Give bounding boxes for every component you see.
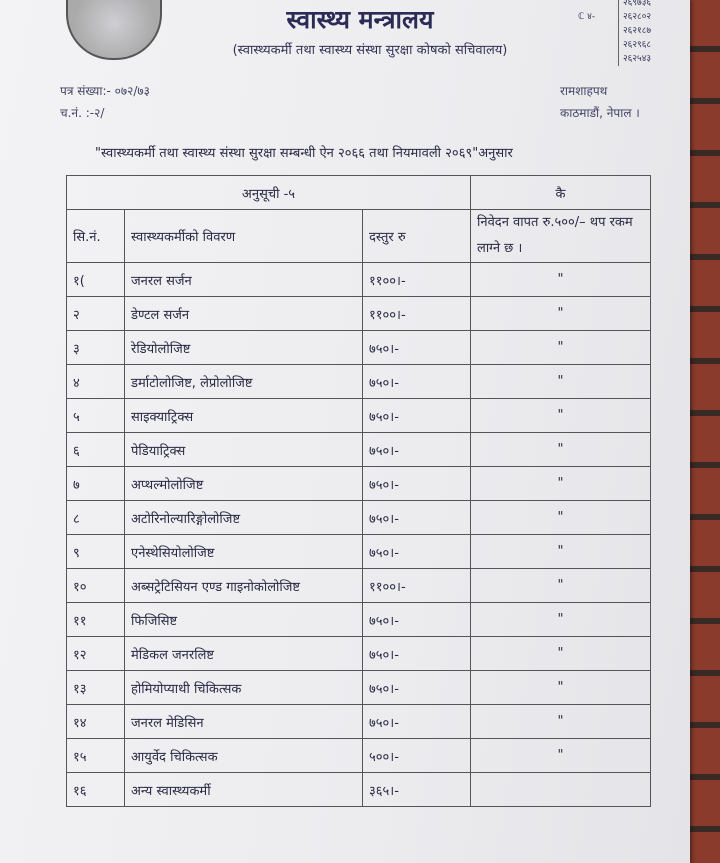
row-note: " — [471, 705, 651, 739]
row-description: साइक्याट्रिक्स — [125, 399, 363, 433]
col-header-description: स्वास्थ्यकर्मीको विवरण — [125, 210, 363, 263]
row-fee: ३६५।- — [363, 773, 471, 807]
row-sn: १५ — [67, 739, 125, 773]
row-sn: १( — [67, 263, 125, 297]
row-description: जनरल मेडिसिन — [125, 705, 363, 739]
row-fee: ७५०।- — [363, 331, 471, 365]
row-note: " — [471, 433, 651, 467]
nepal-emblem-icon — [66, 0, 162, 60]
col-header-note: निवेदन वापत रु.५००/– थप रकम लाग्ने छ । — [471, 210, 651, 263]
row-note: " — [471, 569, 651, 603]
col-header-fee: दस्तुर रु — [363, 210, 471, 263]
row-fee: ७५०।- — [363, 365, 471, 399]
row-note: " — [471, 603, 651, 637]
row-fee: ७५०।- — [363, 433, 471, 467]
row-sn: १० — [67, 569, 125, 603]
phone-list — [618, 0, 651, 66]
fee-schedule-table — [66, 175, 651, 807]
table-header-row-2 — [67, 210, 651, 263]
row-note: " — [471, 535, 651, 569]
row-description: एनेस्थेसियोलोजिष्ट — [125, 535, 363, 569]
note-header: कै — [471, 176, 651, 210]
row-description: अटोरिनोल्यारिङ्गोलोजिष्ट — [125, 501, 363, 535]
row-description: जनरल सर्जन — [125, 263, 363, 297]
table-row — [67, 297, 651, 331]
row-fee: ७५०।- — [363, 501, 471, 535]
row-description: डर्माटोलोजिष्ट, लेप्रोलोजिष्ट — [125, 365, 363, 399]
row-fee: ५००।- — [363, 739, 471, 773]
row-sn: १२ — [67, 637, 125, 671]
row-sn: ३ — [67, 331, 125, 365]
row-fee: ७५०।- — [363, 399, 471, 433]
row-fee: ७५०।- — [363, 637, 471, 671]
address-city: काठमाडौं, नेपाल । — [560, 106, 640, 120]
row-sn: ४ — [67, 365, 125, 399]
row-note: " — [471, 331, 651, 365]
row-description: अप्थल्मोलोजिष्ट — [125, 467, 363, 501]
row-note: " — [471, 399, 651, 433]
reference-block — [60, 80, 150, 124]
table-row — [67, 637, 651, 671]
row-note: " — [471, 263, 651, 297]
row-description: पेडियाट्रिक्स — [125, 433, 363, 467]
row-description: मेडिकल जनरलिष्ट — [125, 637, 363, 671]
phone-number: २६२५४३ — [623, 54, 652, 64]
row-fee: ७५०।- — [363, 671, 471, 705]
row-description: रेडियोलोजिष्ट — [125, 331, 363, 365]
phone-number: २६२९६८ — [623, 40, 652, 50]
row-note: " — [471, 501, 651, 535]
row-sn: १४ — [67, 705, 125, 739]
row-description: आयुर्वेद चिकित्सक — [125, 739, 363, 773]
table-row — [67, 773, 651, 807]
table-row — [67, 331, 651, 365]
row-sn: २ — [67, 297, 125, 331]
phone-number: २६२८०२ — [623, 12, 652, 22]
table-row — [67, 671, 651, 705]
row-fee: ७५०।- — [363, 705, 471, 739]
row-sn: ६ — [67, 433, 125, 467]
row-description: होमियोप्याथी चिकित्सक — [125, 671, 363, 705]
dispatch-number: च.नं. :-२/ — [60, 106, 105, 120]
address-block — [560, 80, 640, 124]
table-row — [67, 433, 651, 467]
table-header-row-1 — [67, 176, 651, 210]
row-sn: ११ — [67, 603, 125, 637]
row-note — [471, 773, 651, 807]
address-street: रामशाहपथ — [560, 84, 608, 98]
row-sn: ८ — [67, 501, 125, 535]
table-row — [67, 569, 651, 603]
row-description: अन्य स्वास्थ्यकर्मी — [125, 773, 363, 807]
schedule-label: अनुसूची -५ — [67, 176, 471, 210]
row-sn: ५ — [67, 399, 125, 433]
row-fee: ११००।- — [363, 297, 471, 331]
row-description: डेण्टल सर्जन — [125, 297, 363, 331]
row-note: " — [471, 297, 651, 331]
table-row — [67, 365, 651, 399]
table-row — [67, 739, 651, 773]
table-row — [67, 263, 651, 297]
row-note: " — [471, 671, 651, 705]
row-sn: १३ — [67, 671, 125, 705]
row-note: " — [471, 637, 651, 671]
table-row — [67, 399, 651, 433]
row-fee: ७५०।- — [363, 467, 471, 501]
phone-number: २६२१८७ — [623, 26, 652, 36]
table-row — [67, 705, 651, 739]
row-fee: ७५०।- — [363, 603, 471, 637]
row-sn: ९ — [67, 535, 125, 569]
row-note: " — [471, 467, 651, 501]
letter-number: पत्र संख्या:- ०७२/७३ — [60, 84, 150, 98]
row-fee: ११००।- — [363, 263, 471, 297]
table-row — [67, 535, 651, 569]
row-fee: ७५०।- — [363, 535, 471, 569]
row-fee: ११००।- — [363, 569, 471, 603]
phone-prefix: ℂ ४- — [578, 12, 596, 22]
row-sn: १६ — [67, 773, 125, 807]
table-row — [67, 467, 651, 501]
phone-number: २६९७३६ — [623, 0, 652, 8]
table-row — [67, 501, 651, 535]
row-description: फिजिसिष्ट — [125, 603, 363, 637]
row-description: अब्सट्रेटिसियन एण्ड गाइनोकोलोजिष्ट — [125, 569, 363, 603]
notice-heading: "स्वास्थ्यकर्मी तथा स्वास्थ्य संस्था सुरक्षा सम्बन्धी ऐन २०६६ तथा नियमावली २०६९"अनुसार — [95, 146, 513, 161]
ministry-subtitle: (स्वास्थ्यकर्मी तथा स्वास्थ्य संस्था सुरक्षा कोषको सचिवालय) — [232, 43, 508, 58]
row-note: " — [471, 365, 651, 399]
ministry-title: स्वास्थ्य मन्त्रालय — [286, 5, 434, 34]
row-note: " — [471, 739, 651, 773]
row-sn: ७ — [67, 467, 125, 501]
col-header-sn: सि.नं. — [67, 210, 125, 263]
table-row — [67, 603, 651, 637]
